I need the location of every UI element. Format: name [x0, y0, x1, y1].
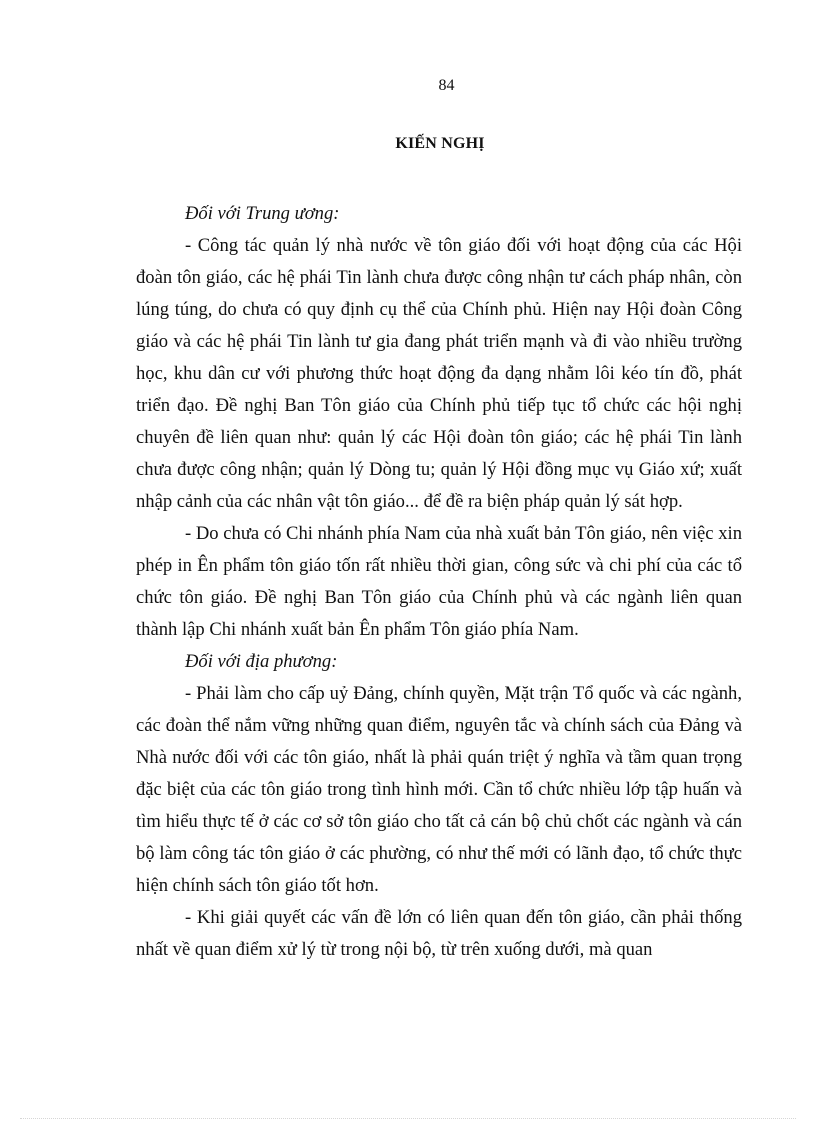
paragraph: - Phải làm cho cấp uỷ Đảng, chính quyền, Mặt trận Tổ quốc và các ngành, các đoàn thể nắm vững những quan điểm, nguyên tắc và chính sách của Đảng và Nhà nước đối với các tôn giáo, nhất là phải quán triệt ý nghĩa và tầm quan trọng đặc biệt của các tôn giáo trong tình hình mới. Cần tổ chức nhiều lớp tập huấn và tìm hiểu thực tế ở các cơ sở tôn giáo cho tất cả cán bộ chủ chốt các ngành và cán bộ làm công tác tôn giáo ở các phường, có như thế mới có lãnh đạo, tổ chức thực hiện chính sách tôn giáo tốt hơn.	[136, 683, 742, 896]
page-heading: KIẾN NGHỊ	[395, 135, 485, 152]
page-bottom-divider	[20, 1118, 796, 1119]
paragraph: - Khi giải quyết các vấn đề lớn có liên quan đến tôn giáo, cần phải thống nhất về quan điểm xử lý từ trong nội bộ, từ trên xuống dưới, mà quan	[136, 907, 742, 960]
page-number: 84	[438, 77, 455, 94]
section-title-local: Đối với địa phương:	[185, 651, 338, 672]
paragraph: - Do chưa có Chi nhánh phía Nam của nhà xuất bản Tôn giáo, nên việc xin phép in Ên phẩm tôn giáo tốn rất nhiều thời gian, công sức và chi phí của các tổ chức tôn giáo. Đề nghị Ban Tôn giáo của Chính phủ và các ngành liên quan thành lập Chi nhánh xuất bản Ên phẩm Tôn giáo phía Nam.	[136, 523, 742, 640]
paragraph: - Công tác quản lý nhà nước về tôn giáo đối với hoạt động của các Hội đoàn tôn giáo, các hệ phái Tin lành chưa được công nhận tư cách pháp nhân, còn lúng túng, do chưa có quy định cụ thể của Chính phủ. Hiện nay Hội đoàn Công giáo và các hệ phái Tin lành tư gia đang phát triển mạnh và đi vào nhiều trường học, khu dân cư với phương thức hoạt động đa dạng nhằm lôi kéo tín đồ, phát triển đạo. Đề nghị Ban Tôn giáo của Chính phủ tiếp tục tổ chức các hội nghị chuyên đề liên quan như: quản lý các Hội đoàn tôn giáo; các hệ phái Tin lành chưa được công nhận; quản lý Dòng tu; quản lý Hội đồng mục vụ Giáo xứ; xuất nhập cảnh của các nhân vật tôn giáo... để đề ra biện pháp quản lý sát hợp.	[136, 235, 742, 512]
section-title-central: Đối với Trung ương:	[185, 203, 340, 224]
document-body	[136, 198, 742, 966]
